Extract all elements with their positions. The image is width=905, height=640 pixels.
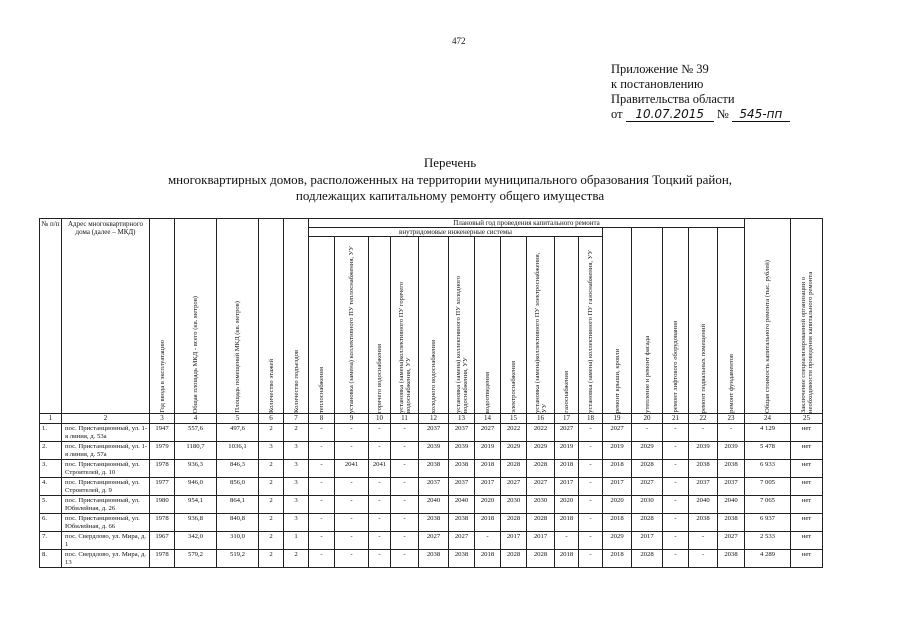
row-plan-year: 2038 (449, 460, 475, 478)
row-plan-year: 2037 (449, 478, 475, 496)
column-number: 2 (62, 414, 150, 424)
row-plan-year: 2018 (555, 460, 579, 478)
row-address: пос. Свердлово, ул. Мира, д. 13 (62, 550, 150, 568)
row-plan-year: 2017 (475, 478, 501, 496)
row-area-rooms: 1036,1 (217, 442, 259, 460)
table-body (40, 414, 823, 568)
row-plan-year: - (663, 496, 689, 514)
column-number: 23 (718, 414, 745, 424)
row-plan-year: 2022 (527, 424, 555, 442)
column-number: 20 (632, 414, 663, 424)
row-plan-year: - (475, 532, 501, 550)
row-address: пос. Пристанционный, ул. Юбилейная, д. 26 (62, 496, 150, 514)
header-cost: Общая стоимость капитального ремонта (тыс. рублей) (745, 219, 791, 414)
row-plan-year: 2027 (718, 532, 745, 550)
row-plan-year: - (309, 550, 335, 568)
header-hot-water: горячего водоснабжения (369, 237, 391, 414)
row-number: 8. (40, 550, 62, 568)
row-number: 7. (40, 532, 62, 550)
column-number: 5 (217, 414, 259, 424)
row-plan-year: - (369, 442, 391, 460)
row-plan-year: 2018 (475, 514, 501, 532)
row-plan-year: 2030 (632, 496, 663, 514)
row-plan-year: - (309, 514, 335, 532)
row-number: 6. (40, 514, 62, 532)
row-conclusion: нет (791, 514, 823, 532)
row-conclusion: нет (791, 496, 823, 514)
row-area-total: 342,0 (175, 532, 217, 550)
handwritten-date: 10.07.2015 (626, 108, 714, 122)
row-number: 2. (40, 442, 62, 460)
column-number: 10 (369, 414, 391, 424)
row-entrances: 3 (284, 442, 309, 460)
row-plan-year: - (309, 442, 335, 460)
row-plan-year: - (335, 442, 369, 460)
header-entrances: Количество подъездов (284, 219, 309, 414)
row-plan-year: 2028 (632, 514, 663, 532)
handwritten-number: 545-пп (732, 108, 790, 122)
row-plan-year: - (309, 424, 335, 442)
row-plan-year: - (369, 514, 391, 532)
row-plan-year: - (335, 514, 369, 532)
row-plan-year: 2028 (527, 514, 555, 532)
row-plan-year: 2018 (603, 550, 632, 568)
row-plan-year: 2030 (527, 496, 555, 514)
row-area-total: 946,0 (175, 478, 217, 496)
row-entrances: 3 (284, 496, 309, 514)
header-year: Год ввода в эксплуатацию (150, 219, 175, 414)
column-number: 1 (40, 414, 62, 424)
row-plan-year: 2027 (475, 424, 501, 442)
row-plan-year: - (579, 460, 603, 478)
row-area-rooms: 840,8 (217, 514, 259, 532)
column-number: 12 (419, 414, 449, 424)
row-plan-year: 2028 (501, 460, 527, 478)
row-plan-year: - (309, 532, 335, 550)
row-cost: 6 933 (745, 460, 791, 478)
row-year: 1979 (150, 442, 175, 460)
row-plan-year: 2020 (475, 496, 501, 514)
row-plan-year: 2029 (603, 532, 632, 550)
appendix-line-2: к постановлению (611, 77, 704, 91)
row-conclusion: нет (791, 478, 823, 496)
row-plan-year: - (309, 478, 335, 496)
row-plan-year: 2040 (718, 496, 745, 514)
header-floors: Количество этажей (259, 219, 284, 414)
document-title: Перечень (423, 155, 477, 170)
row-conclusion: нет (791, 442, 823, 460)
row-plan-year: - (391, 532, 419, 550)
row-plan-year: 2019 (555, 442, 579, 460)
row-plan-year: 2027 (603, 424, 632, 442)
table-row (40, 478, 823, 496)
row-plan-year: 2038 (419, 514, 449, 532)
row-plan-year: 2017 (555, 478, 579, 496)
row-cost: 5 478 (745, 442, 791, 460)
row-entrances: 3 (284, 514, 309, 532)
row-address: пос. Пристанционный, ул. Строителей, д. 9 (62, 478, 150, 496)
row-plan-year: - (391, 442, 419, 460)
row-plan-year: 2038 (689, 514, 718, 532)
row-plan-year: - (309, 496, 335, 514)
row-plan-year: - (335, 496, 369, 514)
row-plan-year: - (335, 550, 369, 568)
row-year: 1967 (150, 532, 175, 550)
row-address: пос. Пристанционный, ул. 1-я линия, д. 57а (62, 442, 150, 460)
row-number: 1. (40, 424, 62, 442)
row-plan-year: 2027 (527, 478, 555, 496)
row-plan-year: 2028 (527, 460, 555, 478)
row-plan-year: - (663, 550, 689, 568)
row-cost: 4 289 (745, 550, 791, 568)
row-year: 1947 (150, 424, 175, 442)
row-year: 1977 (150, 478, 175, 496)
column-number: 18 (579, 414, 603, 424)
row-plan-year: 2027 (419, 532, 449, 550)
row-floors: 2 (259, 532, 284, 550)
row-number: 4. (40, 478, 62, 496)
row-area-total: 936,3 (175, 460, 217, 478)
row-plan-year: 2030 (501, 496, 527, 514)
row-plan-year: - (579, 550, 603, 568)
row-plan-year: 2037 (449, 424, 475, 442)
table-row (40, 532, 823, 550)
row-plan-year: - (391, 460, 419, 478)
row-cost: 7 005 (745, 478, 791, 496)
table-row (40, 550, 823, 568)
header-area-rooms: Площадь помещений МКД (кв. метров) (217, 219, 259, 414)
row-area-rooms: 310,0 (217, 532, 259, 550)
houses-table (39, 218, 823, 568)
row-plan-year: - (663, 478, 689, 496)
row-plan-year: - (579, 442, 603, 460)
row-area-total: 1180,7 (175, 442, 217, 460)
row-plan-year: 2040 (689, 496, 718, 514)
row-floors: 2 (259, 424, 284, 442)
column-number: 17 (555, 414, 579, 424)
row-plan-year: 2038 (689, 460, 718, 478)
row-year: 1978 (150, 460, 175, 478)
row-plan-year: 2027 (632, 478, 663, 496)
header-no: № п/п (40, 219, 62, 414)
row-plan-year: 2028 (632, 550, 663, 568)
header-area-total: Общая площадь МКД - всего (кв. метров) (175, 219, 217, 414)
row-area-rooms: 856,0 (217, 478, 259, 496)
row-plan-year: 2038 (718, 514, 745, 532)
row-plan-year: - (579, 424, 603, 442)
row-plan-year: 2038 (718, 550, 745, 568)
row-plan-year: - (369, 496, 391, 514)
header-facade: утепление и ремонт фасада (632, 228, 663, 414)
row-plan-year: - (663, 514, 689, 532)
header-electricity: электроснабжения (501, 237, 527, 414)
header-hot-water-meter: установка (замена)коллективного ПУ горячего водоснабжения, УУ (391, 237, 419, 414)
column-number: 4 (175, 414, 217, 424)
header-gas: газоснабжения (555, 237, 579, 414)
row-plan-year: 2039 (419, 442, 449, 460)
row-area-total: 936,8 (175, 514, 217, 532)
row-plan-year: - (391, 550, 419, 568)
row-plan-year: - (579, 532, 603, 550)
row-plan-year: 2038 (449, 514, 475, 532)
row-cost: 4 129 (745, 424, 791, 442)
document-subtitle-2: подлежащих капитальному ремонту общего имущества (295, 188, 605, 203)
header-roof: ремонт крыши, кровли (603, 228, 632, 414)
row-area-total: 579,2 (175, 550, 217, 568)
row-plan-year: 2018 (555, 550, 579, 568)
row-conclusion: нет (791, 532, 823, 550)
row-number: 3. (40, 460, 62, 478)
row-plan-year: - (579, 514, 603, 532)
table-row (40, 442, 823, 460)
row-plan-year: 2018 (475, 460, 501, 478)
row-floors: 2 (259, 496, 284, 514)
row-plan-year: - (689, 532, 718, 550)
row-plan-year: 2017 (527, 532, 555, 550)
header-sewerage: водоотведения (475, 237, 501, 414)
row-plan-year: 2037 (419, 424, 449, 442)
row-plan-year: 2038 (419, 550, 449, 568)
row-area-total: 954,1 (175, 496, 217, 514)
row-plan-year: 2037 (718, 478, 745, 496)
row-plan-year: 2041 (335, 460, 369, 478)
row-plan-year: - (335, 478, 369, 496)
column-numbers-row (40, 414, 823, 424)
row-floors: 3 (259, 442, 284, 460)
row-area-rooms: 519,2 (217, 550, 259, 568)
row-plan-year: - (663, 532, 689, 550)
column-number: 21 (663, 414, 689, 424)
row-area-total: 557,6 (175, 424, 217, 442)
row-plan-year: 2027 (449, 532, 475, 550)
row-plan-year: - (579, 496, 603, 514)
row-plan-year: 2028 (501, 514, 527, 532)
row-plan-year: 2020 (603, 496, 632, 514)
row-plan-year: 2029 (527, 442, 555, 460)
row-plan-year: - (663, 442, 689, 460)
row-plan-year: - (391, 478, 419, 496)
header-elevator: ремонт лифтового оборудования (663, 228, 689, 414)
header-conclusion: Заключение специализированной организации о необходимости проведения капитального ремонта (791, 219, 823, 414)
row-plan-year: 2038 (718, 460, 745, 478)
page-number: 472 (452, 36, 466, 46)
header-heating: теплоснабжения (309, 237, 335, 414)
row-plan-year: 2028 (501, 550, 527, 568)
row-plan-year: 2039 (718, 442, 745, 460)
row-entrances: 3 (284, 460, 309, 478)
appendix-line-3: Правительства области (611, 92, 735, 106)
header-electricity-meter: установка (замена)коллективного ПУ электроснабжения, УУ (527, 237, 555, 414)
row-cost: 7 065 (745, 496, 791, 514)
row-plan-year: 2017 (632, 532, 663, 550)
row-plan-year: - (309, 460, 335, 478)
row-plan-year: 2017 (501, 532, 527, 550)
row-plan-year: 2029 (501, 442, 527, 460)
row-entrances: 2 (284, 424, 309, 442)
row-address: пос. Свердлово, ул. Мира, д. 1 (62, 532, 150, 550)
column-number: 14 (475, 414, 501, 424)
document-subtitle-1: многоквартирных домов, расположенных на территории муниципального образования Тоцкий район, (167, 172, 733, 187)
row-plan-year: - (689, 424, 718, 442)
header-cold-water-meter: установка (замена) коллективного ПУ холодного водоснабжения, УУ (449, 237, 475, 414)
row-plan-year: 2019 (475, 442, 501, 460)
appendix-line-1: Приложение № 39 (611, 62, 709, 76)
column-number: 15 (501, 414, 527, 424)
table-row (40, 460, 823, 478)
row-address: пос. Пристанционный, ул. Строителей, д. 10 (62, 460, 150, 478)
column-number: 16 (527, 414, 555, 424)
table-row (40, 424, 823, 442)
row-year: 1980 (150, 496, 175, 514)
appendix-block (611, 62, 790, 122)
row-plan-year: 2039 (689, 442, 718, 460)
row-plan-year: - (369, 532, 391, 550)
column-number: 25 (791, 414, 823, 424)
row-area-rooms: 864,1 (217, 496, 259, 514)
row-year: 1978 (150, 514, 175, 532)
row-entrances: 2 (284, 550, 309, 568)
header-basement: ремонт подвальных помещений (689, 228, 718, 414)
row-plan-year: - (369, 478, 391, 496)
table-row (40, 496, 823, 514)
row-plan-year: 2017 (603, 478, 632, 496)
header-cold-water: холодного водоснабжения (419, 237, 449, 414)
row-plan-year: 2027 (501, 478, 527, 496)
header-address: Адрес многоквартирного дома (далее – МКД) (62, 219, 150, 414)
column-number: 11 (391, 414, 419, 424)
row-area-rooms: 846,3 (217, 460, 259, 478)
row-floors: 2 (259, 514, 284, 532)
column-number: 3 (150, 414, 175, 424)
row-plan-year: 2041 (369, 460, 391, 478)
row-plan-year: 2038 (419, 460, 449, 478)
row-plan-year: - (391, 424, 419, 442)
row-floors: 2 (259, 460, 284, 478)
row-address: пос. Пристанционный, ул. 1-я линия, д. 53а (62, 424, 150, 442)
column-number: 22 (689, 414, 718, 424)
row-plan-year: - (391, 496, 419, 514)
row-plan-year: 2037 (419, 478, 449, 496)
row-plan-year: 2040 (449, 496, 475, 514)
row-conclusion: нет (791, 460, 823, 478)
row-plan-year: 2018 (603, 460, 632, 478)
header-plan-group: Плановый год проведения капитального ремонта (309, 219, 745, 228)
row-plan-year: 2028 (527, 550, 555, 568)
row-area-rooms: 497,6 (217, 424, 259, 442)
header-engineering-group: внутридомовые инженерные системы (309, 228, 603, 237)
table-row (40, 514, 823, 532)
row-plan-year: - (369, 424, 391, 442)
row-plan-year: - (718, 424, 745, 442)
row-plan-year: 2018 (555, 514, 579, 532)
row-address: пос. Пристанционный, ул. Юбилейная, д. 66 (62, 514, 150, 532)
row-conclusion: нет (791, 550, 823, 568)
header-foundation: ремонт фундаментов (718, 228, 745, 414)
row-plan-year: 2020 (555, 496, 579, 514)
row-plan-year: - (369, 550, 391, 568)
row-plan-year: 2039 (449, 442, 475, 460)
row-number: 5. (40, 496, 62, 514)
column-number: 24 (745, 414, 791, 424)
row-plan-year: 2029 (632, 442, 663, 460)
row-plan-year: 2028 (632, 460, 663, 478)
row-plan-year: - (579, 478, 603, 496)
row-plan-year: 2018 (475, 550, 501, 568)
row-plan-year: - (391, 514, 419, 532)
row-entrances: 1 (284, 532, 309, 550)
column-number: 8 (309, 414, 335, 424)
row-plan-year: 2022 (501, 424, 527, 442)
column-number: 7 (284, 414, 309, 424)
row-plan-year: - (663, 460, 689, 478)
row-plan-year: - (335, 424, 369, 442)
column-number: 19 (603, 414, 632, 424)
row-cost: 6 937 (745, 514, 791, 532)
appendix-date-line (611, 107, 790, 122)
header-gas-meter: установка (замена) коллективного ПУ газоснабжения, УУ (579, 237, 603, 414)
row-conclusion: нет (791, 424, 823, 442)
row-plan-year: - (689, 550, 718, 568)
row-plan-year: 2038 (449, 550, 475, 568)
row-plan-year: 2037 (689, 478, 718, 496)
row-floors: 2 (259, 550, 284, 568)
row-cost: 2 533 (745, 532, 791, 550)
from-label: от (611, 107, 623, 121)
row-entrances: 3 (284, 478, 309, 496)
column-number: 6 (259, 414, 284, 424)
header-heating-meter: установка (замена) коллективного ПУ теплоснабжения, УУ (335, 237, 369, 414)
row-plan-year: - (555, 532, 579, 550)
number-label: № (716, 107, 729, 121)
row-floors: 2 (259, 478, 284, 496)
row-plan-year: 2018 (603, 514, 632, 532)
column-number: 13 (449, 414, 475, 424)
row-plan-year: - (663, 424, 689, 442)
row-plan-year: 2040 (419, 496, 449, 514)
row-plan-year: 2019 (603, 442, 632, 460)
row-plan-year: - (632, 424, 663, 442)
row-year: 1978 (150, 550, 175, 568)
row-plan-year: - (335, 532, 369, 550)
column-number: 9 (335, 414, 369, 424)
row-plan-year: 2027 (555, 424, 579, 442)
